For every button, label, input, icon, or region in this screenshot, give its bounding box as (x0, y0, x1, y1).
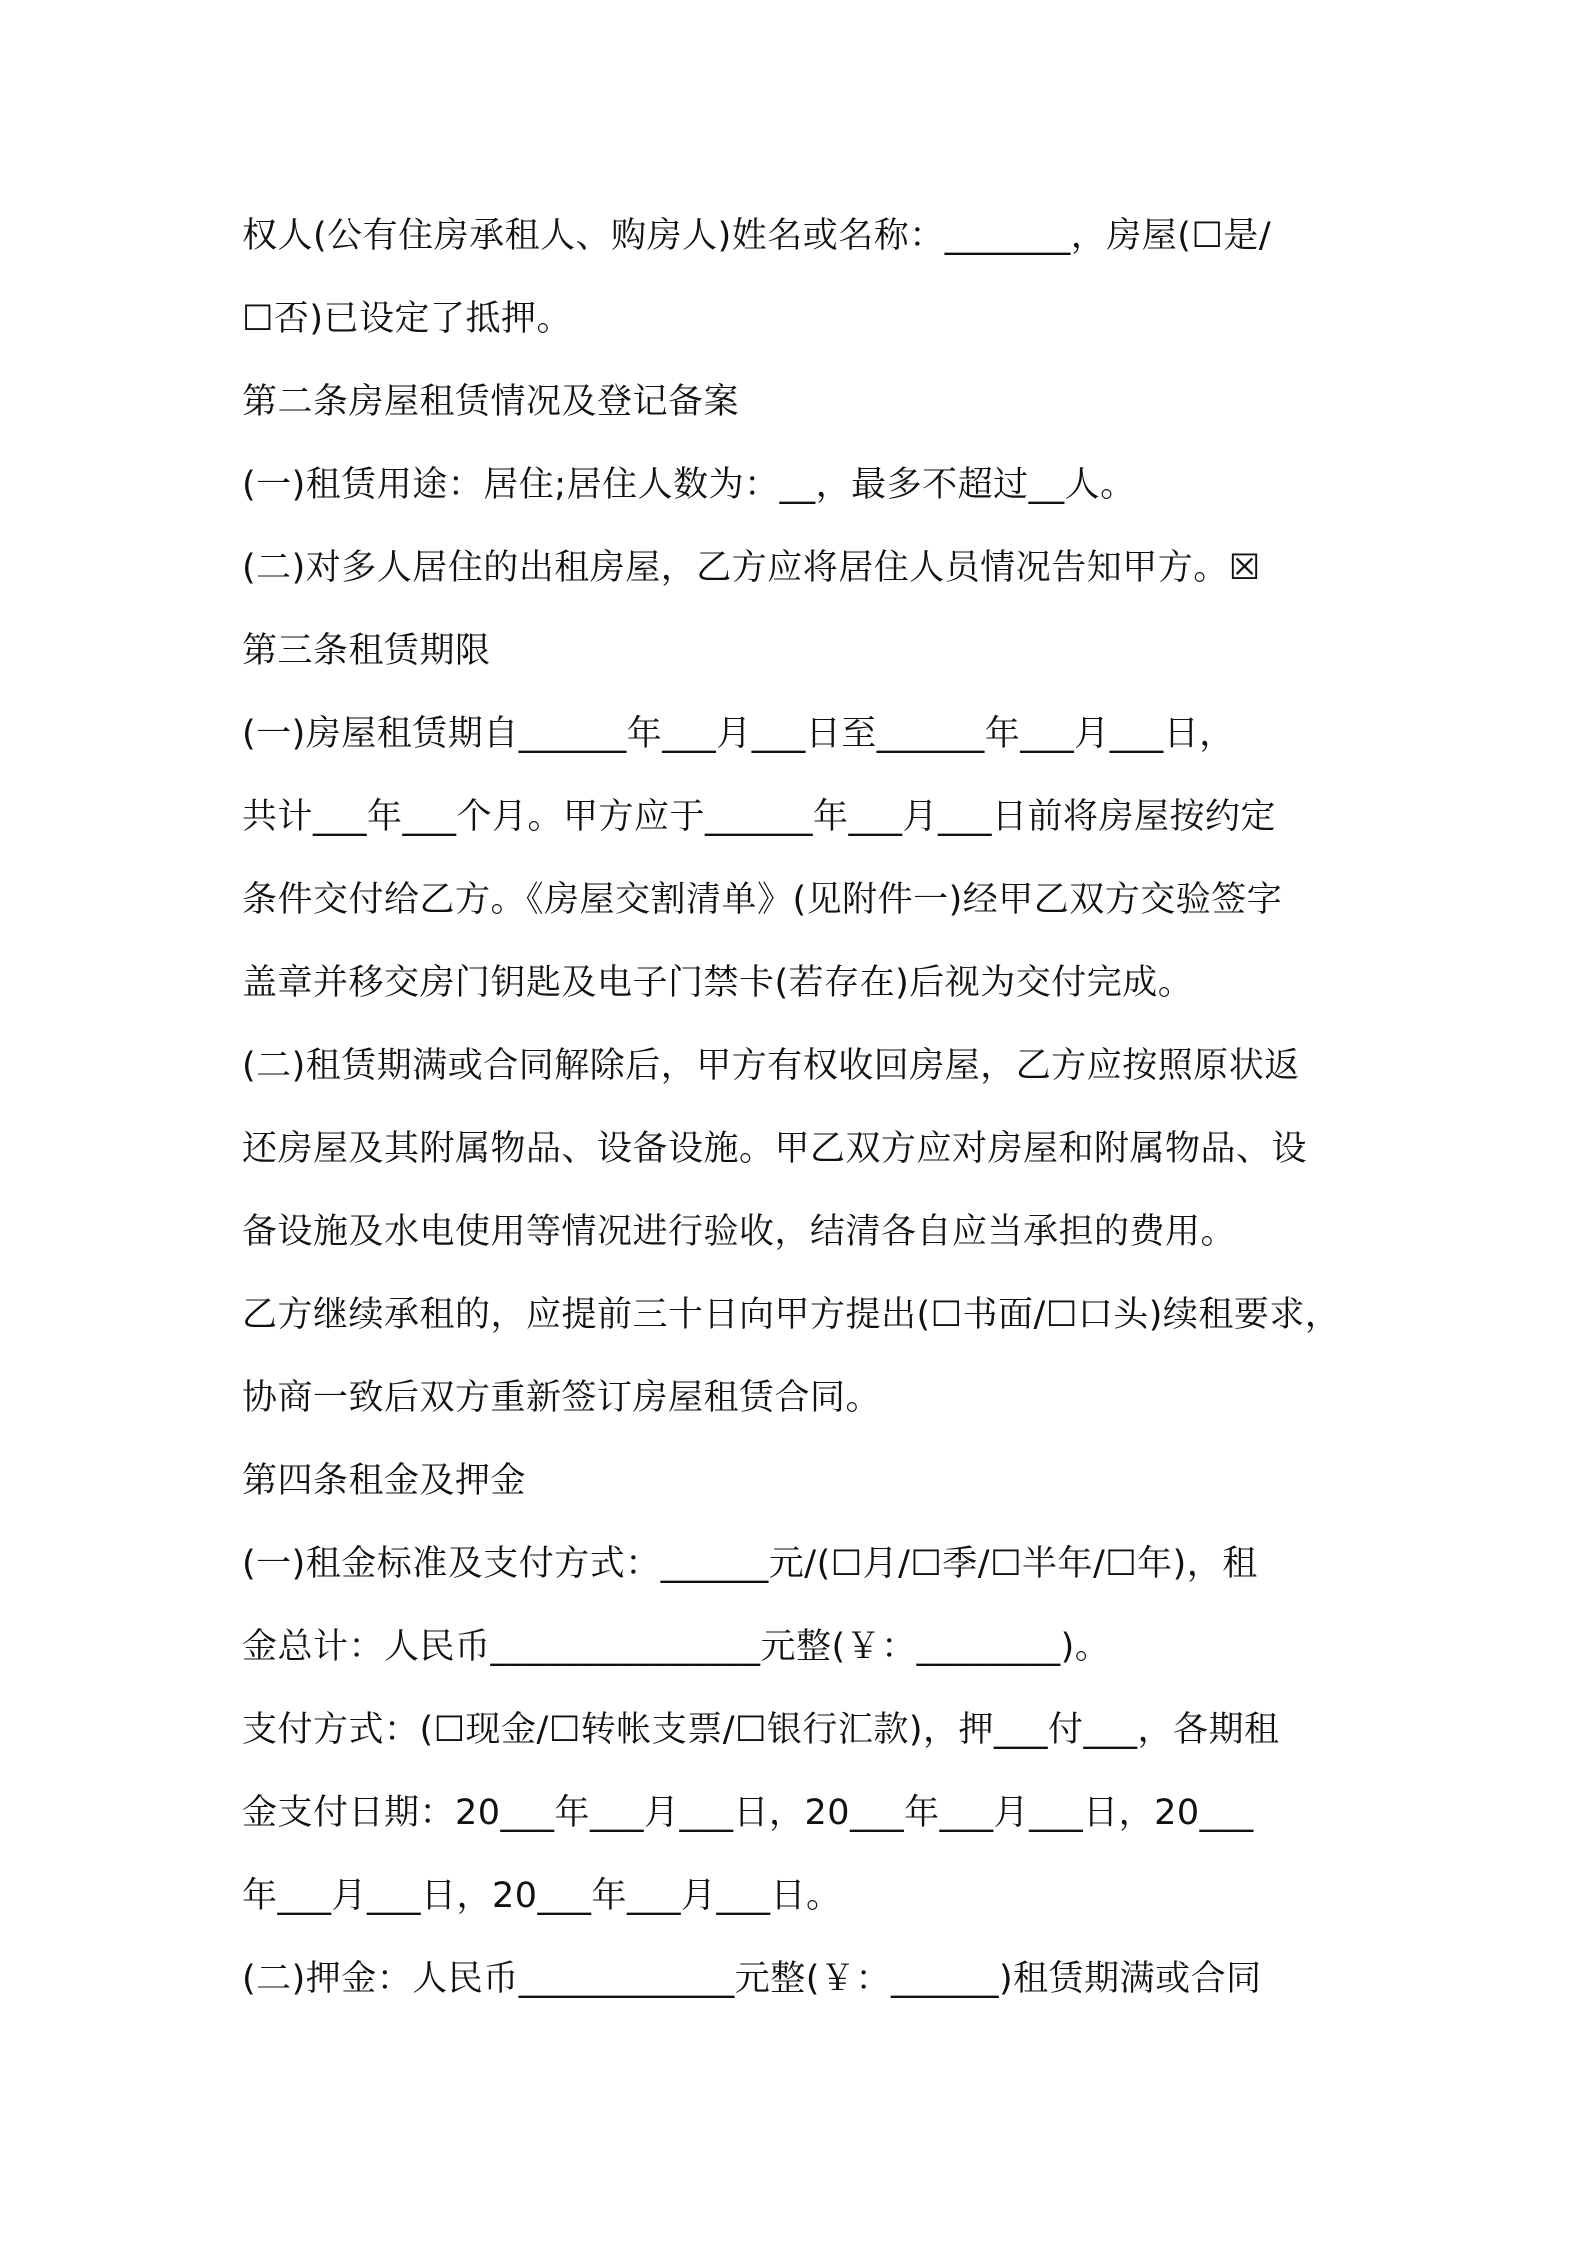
section-heading: 第四条租金及押金 (242, 1461, 527, 1501)
text-line: 还房屋及其附属物品、设备设施。甲乙双方应对房屋和附属物品、设 (242, 1129, 1308, 1169)
text-line: 共计___年___个月。甲方应于______年___月___日前将房屋按约定 (242, 797, 1277, 837)
text-line: (一)租金标准及支付方式：______元/(☐月/☐季/☐半年/☐年)，租 (242, 1544, 1258, 1584)
text-line: 条件交付给乙方。《房屋交割清单》(见附件一)经甲乙双方交验签字 (242, 880, 1283, 920)
document-body (242, 195, 1382, 2021)
text-line: (二)租赁期满或合同解除后，甲方有权收回房屋，乙方应按照原状返 (242, 1046, 1300, 1086)
text-line: 年___月___日，20___年___月___日。 (242, 1876, 842, 1916)
text-line: 盖章并移交房门钥匙及电子门禁卡(若存在)后视为交付完成。 (242, 963, 1194, 1003)
text-line: (二)押金：人民币____________元整(￥：______)租赁期满或合同 (242, 1959, 1262, 1999)
section-heading: 第二条房屋租赁情况及登记备案 (242, 382, 740, 422)
text-line: 权人(公有住房承租人、购房人)姓名或名称：_______，房屋(☐是/ (242, 216, 1272, 256)
text-line: 协商一致后双方重新签订房屋租赁合同。 (242, 1378, 882, 1418)
text-line: 金支付日期：20___年___月___日，20___年___月___日，20___ (242, 1793, 1254, 1833)
text-line: (一)租赁用途：居住;居住人数为：__，最多不超过__人。 (242, 465, 1136, 505)
section-heading: 第三条租赁期限 (242, 631, 491, 671)
text-line: (一)房屋租赁期自______年___月___日至______年___月___日， (242, 714, 1235, 754)
text-line: (二)对多人居住的出租房屋，乙方应将居住人员情况告知甲方。☒ (242, 548, 1261, 588)
text-line: 支付方式：(☐现金/☐转帐支票/☐银行汇款)，押___付___，各期租 (242, 1710, 1280, 1750)
text-line: 备设施及水电使用等情况进行验收，结清各自应当承担的费用。 (242, 1212, 1237, 1252)
text-line: ☐否)已设定了抵押。 (242, 299, 573, 339)
text-line: 乙方继续承租的，应提前三十日向甲方提出(☐书面/☐口头)续租要求， (242, 1295, 1341, 1335)
text-line: 金总计：人民币_______________元整(￥：________)。 (242, 1627, 1111, 1667)
